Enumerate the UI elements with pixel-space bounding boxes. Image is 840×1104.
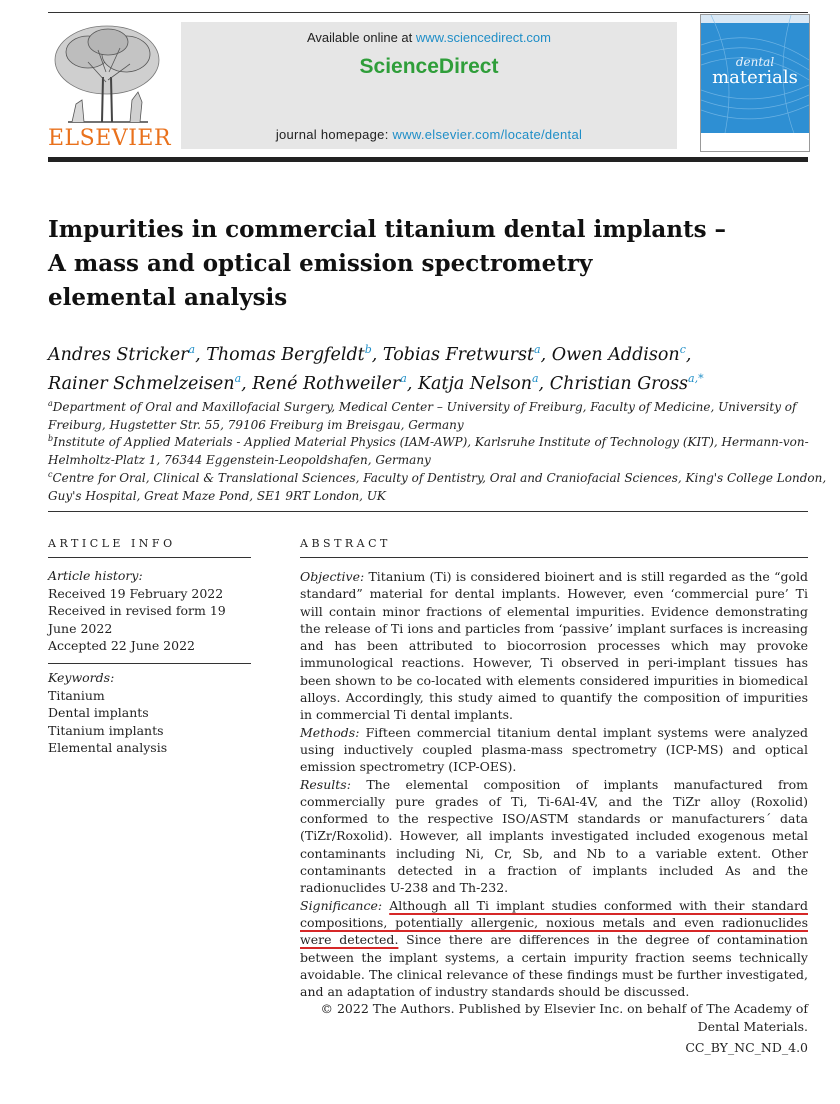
affiliation-a — [48, 395, 828, 434]
author[interactable]: René Rothweiler$^a$, — [252, 371, 418, 394]
abstract-significance — [300, 897, 808, 1001]
author[interactable]: Andres Stricker$^a$, — [48, 343, 207, 365]
abstract-rule — [300, 557, 808, 558]
author[interactable]: Owen Addison$^c$, — [551, 343, 692, 365]
affiliation-b — [48, 430, 828, 469]
abstract-methods — [300, 724, 808, 776]
author[interactable]: Christian Gross$^{a,*}$ — [549, 371, 704, 394]
abstract-results — [300, 776, 808, 897]
affiliation-text: Centre for Oral, Clinical & Translational Sciences, Faculty of Dentistry, Oral and Craniofacial Sciences, King's College London, Guy's Hospital, Great Maze Pond, SE1 9RT London, UK — [48, 471, 827, 503]
header-rule — [48, 157, 808, 162]
objective-label: Objective: — [300, 569, 365, 584]
cover-bottom-band — [701, 133, 809, 151]
affiliation-c — [48, 466, 828, 505]
journal-homepage-link[interactable]: www.elsevier.com/locate/dental — [392, 127, 583, 142]
sciencedirect-brand: ScienceDirect — [359, 55, 499, 78]
homepage-prefix: journal homepage: — [275, 127, 393, 142]
results-text: The elemental composition of implants manufactured from commercially pure grades of Ti, Ti-6Al-4V, and the TiZr alloy (Roxolid) conformed to the respective ISO/ASTM standards or manufacturers´ data (TiZr/Roxolid). However, all implants investigated included exogenous metal contaminants including Ni, Cr, Sb, and Nb to a variable extent. Other contaminants detected in a fraction of implants included As and the radionuclides U-238 and Th-232. — [300, 776, 808, 896]
license-line: CC_BY_NC_ND_4.0 — [685, 1040, 808, 1056]
affiliation-mark: c — [48, 470, 53, 479]
cover-title-main: materials — [712, 67, 798, 88]
affiliation-text: Institute of Applied Materials - Applied Material Physics (IAM-AWP), Karlsruhe Institute of Technology (KIT), Hermann-von-Helmholtz-Platz 1, 76344 Eggenstein-Leopoldshafen, Germany — [48, 435, 809, 467]
affiliation-mark: b — [48, 434, 54, 443]
results-label: Results: — [300, 776, 351, 792]
author[interactable]: Rainer Schmelzeisen$^a$, — [48, 371, 253, 394]
author[interactable]: Tobias Fretwurst$^a$, — [382, 343, 552, 365]
keyword-item[interactable]: Titanium — [48, 687, 105, 703]
copyright-line: © 2022 The Authors. Published by Elsevier Inc. on behalf of The Academy of Dental Materials. — [320, 1001, 808, 1034]
keywords-block — [48, 669, 248, 757]
received-date: Received 19 February 2022 — [48, 585, 224, 601]
keywords-label: Keywords: — [48, 670, 115, 685]
sciencedirect-link[interactable]: www.sciencedirect.com — [415, 30, 551, 45]
abstract-objective — [300, 568, 808, 724]
methods-text: Fifteen commercial titanium dental implant systems were analyzed using inductively coupled plasma-mass spectrometry (ICP-MS) and optical emission spectrometry (ICP-OES). — [300, 724, 808, 775]
affiliation-text: Department of Oral and Maxillofacial Surgery, Medical Center – University of Freiburg, Faculty of Medicine, University of Freiburg, Hugstetter Str. 55, 79106 Freiburg im Breisgau, Germany — [48, 400, 797, 432]
author[interactable]: Thomas Bergfeldt$^b$, — [206, 343, 383, 365]
article-info-rule — [48, 557, 251, 558]
cover-title-top: dental — [735, 55, 775, 69]
publisher-wordmark: ELSEVIER — [48, 126, 172, 151]
significance-label: Significance: — [300, 897, 383, 913]
availability-prefix: Available online at — [306, 30, 416, 45]
keyword-item[interactable]: Dental implants — [48, 705, 149, 720]
methods-label: Methods: — [300, 724, 360, 740]
revised-date: Received in revised form 19 June 2022 — [48, 603, 226, 636]
history-label: Article history: — [48, 568, 143, 583]
section-rule — [48, 511, 808, 512]
journal-homepage-line — [181, 127, 677, 142]
keyword-item[interactable]: Elemental analysis — [48, 740, 168, 755]
affiliation-mark: a — [48, 399, 53, 408]
significance-highlight: Although all Ti implant studies conformed with their standard compositions, potentially allergenic, noxious metals and even radionuclides were detected. — [300, 897, 808, 948]
author-list — [48, 338, 828, 396]
keyword-item[interactable]: Titanium implants — [48, 722, 164, 738]
article-info-heading: ARTICLE INFO — [48, 537, 176, 550]
abstract-body — [300, 568, 808, 1056]
article-history — [48, 567, 248, 655]
significance-text: Since there are differences in the degree of contamination between the implant systems, a certain impurity fraction seems technically avoidable. The clinical relevance of these findings must be further investigated, and an adaptation of industry standards should be discussed. — [300, 932, 808, 1000]
availability-line — [181, 30, 677, 45]
article-title: Impurities in commercial titanium dental implants – A mass and optical emission spectrometry elemental analysis — [48, 216, 727, 311]
top-rule — [48, 12, 808, 13]
accepted-date: Accepted 22 June 2022 — [48, 638, 195, 653]
journal-cover-image — [700, 14, 810, 152]
abstract-heading: ABSTRACT — [300, 537, 391, 550]
keywords-rule — [48, 663, 251, 664]
objective-text: Titanium (Ti) is considered bioinert and is still regarded as the “gold standard” material for dental implants. However, even ‘commercial pure’ Ti will contain minor fractions of elemental impurities. Evidence demonstrating the release of Ti ions and particles from ‘passive’ implant surfaces is increasing and has been attributed to biocorrosion processes which may provoke immunological reactions. However, Ti observed in peri-implant tissues has been shown to be co-located with elements considered impurities in biomedical alloys. Accordingly, this study aimed to quantify the composition of impurities in commercial Ti dental implants. — [300, 569, 808, 723]
author[interactable]: Katja Nelson$^a$, — [417, 371, 550, 394]
